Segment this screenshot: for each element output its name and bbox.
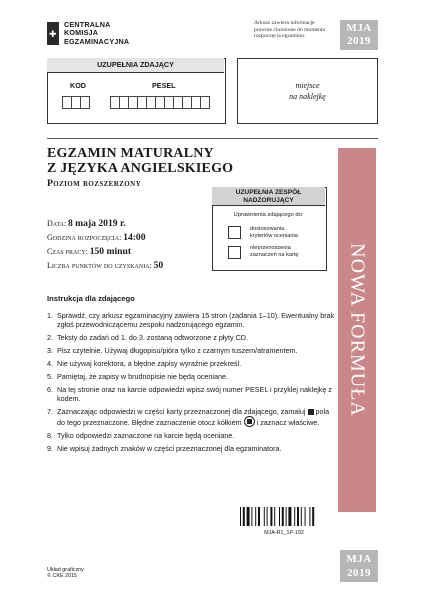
digit-cell[interactable] <box>200 96 210 109</box>
sticker-area: miejsce na naklejkę <box>237 58 378 124</box>
instruction-item: 3. Pisz czytelnie. Używaj długopisu/pióra tylko z czarnym tuszem/atramentem. <box>47 346 298 355</box>
adjusted-criteria-label: dostosowania kryteriów oceniania <box>250 226 298 239</box>
exam-level: Poziom rozszerzony <box>47 178 142 189</box>
no-transfer-label: nieprzenoszenia zaznaczeń na kartę <box>250 245 299 258</box>
supervisor-box-subtitle: Uprawnienia zdającego do: <box>233 212 304 218</box>
exam-code-tag-bottom: MJA 2019 <box>340 550 378 582</box>
exam-start-time: Godzina rozpoczęcia: 14:00 <box>47 232 146 243</box>
instruction-item: 6. Na tej stronie oraz na karcie odpowiedzi wpisz swój numer PESEL i przyklej naklejkę z kodem. <box>47 385 332 403</box>
instruction-item: 1. Sprawdź, czy arkusz egzaminacyjny zawiera 15 stron (zadania 1–10). Ewentualny brak zgłoś przewodniczącemu zespołu nadzorującego egzamin. <box>47 311 335 329</box>
instruction-item: 9. Nie wpisuj żadnych znaków w części przeznaczonej dla egzaminatora. <box>47 444 282 453</box>
org-name: CENTRALNA KOMISJA EGZAMINACYJNA <box>64 20 130 46</box>
exam-date: Data: 8 maja 2019 r. <box>47 218 126 229</box>
instruction-item: 8. Tylko odpowiedzi zaznaczone na karcie będą oceniane. <box>47 431 235 440</box>
exam-duration: Czas pracy: 150 minut <box>47 246 132 257</box>
instruction-item: 7. Zaznaczając odpowiedzi w części karty przeznaczonej dla zdającego, zamaluj pola do tego przeznaczone. Błędne zaznaczenie otocz kółkiem i zaznacz właściwe. <box>47 407 330 427</box>
exam-title: EGZAMIN MATURALNY Z JĘZYKA ANGIELSKIEGO <box>47 146 234 176</box>
confidentiality-note: Arkusz zawiera informacje prawnie chronione do momentu rozpoczęcia egzaminu. <box>254 20 326 40</box>
pesel-label: PESEL <box>152 81 176 90</box>
no-transfer-checkbox[interactable] <box>228 246 241 259</box>
kod-label: KOD <box>70 81 86 90</box>
footer: Układ graficzny © CKE 2015 <box>47 567 84 580</box>
pesel-field[interactable] <box>110 96 209 109</box>
digit-cell[interactable] <box>80 96 90 109</box>
supervisor-box-title: UZUPEŁNIA ZESPÓŁ NADZORUJĄCY <box>212 187 325 206</box>
adjusted-criteria-checkbox[interactable] <box>228 226 241 239</box>
barcode-icon <box>240 507 328 526</box>
filled-square-icon <box>308 409 314 415</box>
divider <box>47 138 378 139</box>
instructions-title: Instrukcja dla zdającego <box>47 294 135 303</box>
circled-mark-icon <box>244 416 255 427</box>
instructions-list <box>47 311 337 457</box>
instruction-item: 2. Teksty do zadań od 1. do 3. zostaną odtworzone z płyty CD. <box>47 333 248 342</box>
side-band-text: NOWA FORMUŁA <box>346 243 369 417</box>
candidate-box-title: UZUPEŁNIA ZDAJĄCY <box>47 58 224 73</box>
instruction-item: 5. Pamiętaj, że zapisy w brudnopisie nie będą oceniane. <box>47 372 229 381</box>
barcode-code: MJA-R1_1P-192 <box>264 530 304 536</box>
exam-code-tag-top: MJA 2019 <box>340 20 378 50</box>
exam-points: Liczba punktów do uzyskania: 50 <box>47 260 164 271</box>
cke-logo-cross-icon: ✚ <box>49 30 57 40</box>
instruction-item: 4. Nie używaj korektora, a błędne zapisy wyraźnie przekreśl. <box>47 359 242 368</box>
kod-field[interactable] <box>62 96 89 109</box>
